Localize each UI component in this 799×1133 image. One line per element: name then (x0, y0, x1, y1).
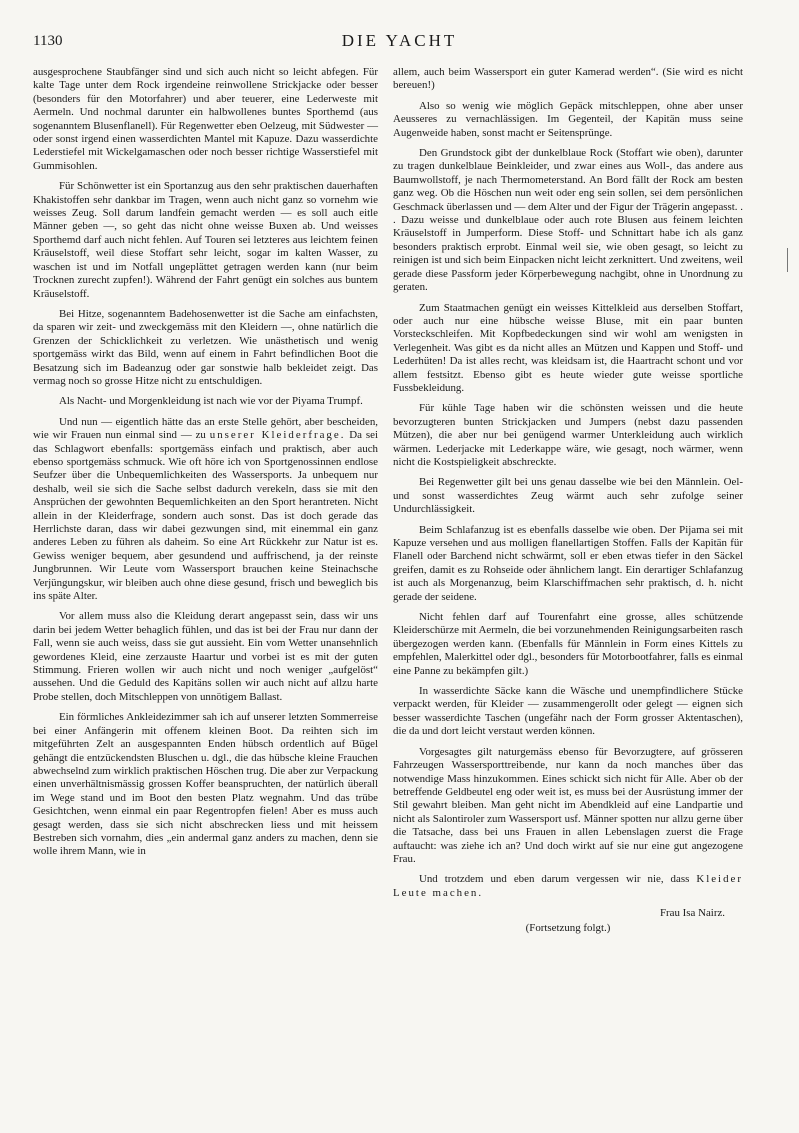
paragraph: ausgesprochene Staubfänger sind und sich auch nicht so leicht abfegen. Für kalte Tage unter dem Rock irgendeine reinwollene Strickjacke oder besser (besonders für den Motorfahrer) und aber teuerer, eine Lederweste mit Aermeln. Und nochmal darunter ein halbwollenes buntes Sporthemd (aus sogenanntem Blusenflanell). Für Regenwetter eben Oelzeug, mit Südwester — oder sonst irgend einen wasserdichten Mantel mit Kapuze. Dazu wasserdichte Lederstiefel mit Wickelgamaschen oder noch besser richtige Wasserstiefel mit Gummisohlen. (33, 66, 378, 172)
paragraph: allem, auch beim Wassersport ein guter Kamerad werden“. (Sie wird es nicht bereuen!) (393, 66, 743, 92)
left-column (33, 66, 378, 866)
paragraph: Als Nacht- und Morgenkleidung ist nach wie vor der Piyama Trumpf. (59, 395, 363, 408)
paragraph: Für kühle Tage haben wir die schönsten weissen und die heute bevorzugteren bunten Strickjacken und Jumpers (nebst dazu passenden Mützen), die aber nur bei genügend warmer Unterkleidung auch wirklich wärmen. Lederjacke mit Lederkappe wäre, wie gesagt, noch wärmer, wenn nicht die Kostspieligkeit abschreckte. (393, 402, 743, 468)
continuation-note: (Fortsetzung folgt.) (525, 921, 611, 934)
paragraph: Zum Staatmachen genügt ein weisses Kittelkleid aus derselben Stoffart, oder auch nur eine hübsche weisse Bluse, mit ein paar bunten Vorsteckschleifen. Mit Kopfbedeckungen sind wir wohl am wenigsten in Verlegenheit. Was gibt es da nicht alles an Mützen und Kappen und Stoff- und Lederhüten! Da ist alles recht, was kleidsam ist, die Haartracht schont und vor allem festsitzt. Ebenso gibt es heute wieder gute weisse sportliche Fussbekleidung. (393, 301, 743, 394)
author-signature: Frau Isa Nairz. (659, 907, 725, 920)
spaced-emphasis: Kleider Leute machen. (393, 873, 743, 899)
paragraph: Also so wenig wie möglich Gepäck mitschleppen, ohne aber unser Aeusseres zu vernachlässigen. Im Gegenteil, der Kapitän muss seine Augenweide haben, sonst macht er Seitensprünge. (393, 99, 743, 139)
paragraph: In wasserdichte Säcke kann die Wäsche und unempfindlichere Stücke verpackt werden, für Kleider — zusammengerollt oder gelegt — eignen sich besser wasserdichte Taschen (ungefähr nach der Form grosser Aktentaschen), die da und dort leicht verstaut werden können. (393, 685, 743, 738)
paragraph: Bei Regenwetter gilt bei uns genau dasselbe wie bei den Männlein. Oel- und sonst wasserdichtes Zeug wärmt auch sehr zufolge seiner Undurchlässigkeit. (393, 476, 743, 516)
right-column (393, 66, 743, 935)
paragraph (33, 416, 378, 604)
paragraph (393, 873, 743, 900)
paragraph-text: Und nun — eigentlich hätte das an erste Stelle gehört, aber bescheiden, wie wir Frauen nun einmal sind — zu (33, 415, 378, 442)
paragraph-text: Und trotzdem und eben darum vergessen wir nie, dass (419, 873, 690, 886)
paragraph: Ein förmliches Ankleidezimmer sah ich auf unserer letzten Sommerreise bei einer Anfängerin mit offenem kleinen Boot. Da reihten sich im mitgeführten Zelt an ausgespannten Enden hübsch ordentlich auf Bügel gehängt die entzückendsten Bluschen u. dgl., die das hübsche kleine Frauchen abwechselnd zum wirklich praktischen Höschen trug. Die aber zur Verpackung einen unverhältnismässig grossen Koffer beanspruchten, der natürlich überall im Wege stand und im Boot den besten Platz wegnahm. Und das trübe Gesichtchen, wenn einmal ein paar Regentropfen fielen! Aber es muss auch gesagt werden, dass sie sich nicht abschrecken liess und mit heissem Bestreben sich vornahm, dies „ein andermal ganz anders zu machen, denn sie wolle ihrem Mann, wie in (33, 711, 378, 858)
scan-margin-mark (787, 248, 794, 272)
paragraph: Vorgesagtes gilt naturgemäss ebenso für Bevorzugtere, auf grösseren Fahrzeugen Wassersporttreibende, nur kann da noch manches über das notwendige Mass hinzukommen. Eines schickt sich nicht für Alle. Aber ob der betreffende Geldbeutel eng oder weit ist, es muss bei der Ausrüstung immer der Stil gewahrt bleiben. Man geht nicht im Abendkleid auf eine Landpartie und nicht als Salontiroler zum Wassersport usf. Männer spotten nur allzu gerne über die Tatsache, dass bei uns Frauen in allen Lebenslagen zuerst die Frage auftaucht: was ziehe ich an? Und doch wirkt auf sie nur eine gut angezogene Frau. (393, 745, 743, 865)
paragraph-text: Da sei das Schlagwort ebenfalls: sportgemäss einfach und praktisch, aber auch ebenso sportgemäss schmuck. Wie oft höre ich von Sportgenossinnen endlose Seufzer über die Unbequemlichkeiten des Wassersports. Ja unbequem nur deshalb, weil sie sich die Sache selbst dadurch verekeln, dass sie mit den Ansprüchen der gewohnten Bequemlichkeiten an den Sport herantreten. Nicht allein in der Kleiderfrage, sondern auch sonst. Das ist doch gerade das Herrlichste daran, dass wir dabei gezwungen sind, mit einemmal ein ganz anderes Leben zu führen als daheim. So eine Art Rückkehr zur Natur ist es. Gewiss weniger bequem, aber gesundend und auffrischend, ja der reinste Jungbrunnen. Wir Leute vom Wassersport brauchen keine Steinachsche Verjüngungskur, wir bleiben auch ohne diese gesund, frisch und beweglich bis ins späte Alter. (33, 429, 378, 603)
paragraph: Beim Schlafanzug ist es ebenfalls dasselbe wie oben. Der Pijama sei mit Kapuze versehen und aus molligen flanellartigen Stoffen. Falls der Kapitän für Flanell oder Barchend nicht schwärmt, soll er eben etwas tiefer in den Säckel greifen, damit es zu Rohseide oder ähnlichem langt. Ein derartiger Schlafanzug ist auch als Morgenanzug, beim Klarschiffmachen sehr praktisch, d. h. nicht gerade der seidene. (393, 523, 743, 603)
running-head-title: DIE YACHT (341, 31, 458, 50)
paragraph: Den Grundstock gibt der dunkelblaue Rock (Stoffart wie oben), darunter zu tragen dunkelblaue Beinkleider, und zwar eines aus Woll-, das andere aus Baumwollstoff, je nach Thermometerstand. An Bord fällt der Rock am besten ganz weg. Ob die Höschen nun weit oder eng sein sollen, sei dem persönlichen Geschmack überlassen und — dem Alter und der Figur der Trägerin angepasst. . . Dazu weisse und dunkelblaue oder auch rote Blusen aus feinem leichten Kräuselstoff in Jumperform. Diese Stoff- und Schnittart habe ich als ganz besonders praktisch erprobt. Einmal weil sie, wie oben gesagt, so leicht zu reinigen ist und sich beim Einpacken nicht leicht zerknittert. Und zweitens, weil gerade diese Passform jeder Körperbewegung nachgibt, ohne in Unordnung zu geraten. (393, 147, 743, 294)
paragraph: Für Schönwetter ist ein Sportanzug aus den sehr praktischen dauerhaften Khakistoffen sehr dankbar im Tragen, wenn auch nicht ganz so vornehm wie weisses Zeug. Soll darum landfein gemacht werden — es soll auch eitle Männer geben —, so geht das nicht ohne weisse Buxen ab. Und weisses Sporthemd darf auch nicht fehlen. Auf Touren sei letzteres aus leichtem feinen Kräuselstoff, weil diese Stoffart sehr leicht, sogar im kalten Wasser, zu waschen ist und im Notfall ungeplättet getragen werden kann (nur beim Trocknen zurecht zupfen!). Während der Fahrt genügt ein solches aus buntem Kräuselstoff. (33, 180, 378, 300)
paragraph: Nicht fehlen darf auf Tourenfahrt eine grosse, alles schützende Kleiderschürze mit Aermeln, die bei vorzunehmenden Reinigungsarbeiten rasch übergezogen werden kann. (Ebenfalls für Männlein in Form eines Kittels zu empfehlen, Malerkittel oder dgl., besonders für Motorbootfahrer, falls es einmal eine Panne zu bekämpfen gilt.) (393, 611, 743, 677)
page-number: 1130 (33, 33, 63, 49)
paragraph: Vor allem muss also die Kleidung derart angepasst sein, dass wir uns darin bei jedem Wetter behaglich fühlen, und das ist bei der Frau nur dann der Fall, wenn sie auch weiss, dass sie gut aussieht. Ein vom Wetter unansehnlich gewordenes Kleid, eine zerzauste Haartur und vorbei ist es mit der guten Stimmung. Frieren wollen wir auch nicht und noch weniger „aufgelöst“ aussehen. Und die Geduld des Kapitäns sollen wir auch nicht auf allzu harte Probe stellen, doch Mitschleppen von unnötigem Ballast. (33, 610, 378, 703)
paragraph: Bei Hitze, sogenanntem Badehosenwetter ist die Sache am einfachsten, da sparen wir zeit- und zweckgemäss mit den Kleidern —, ohne natürlich die Grenzen der Schicklichkeit zu verletzen. Wie unästhetisch und wenig sportgemäss wirkt das Bild, wenn auf einem in Fahrt befindlichen Boot die Besatzung sich im Badeanzug oder gar sonstwie halb bekleidet zeigt. Das vermag noch so grosse Hitze nicht zu entschuldigen. (33, 307, 378, 387)
spaced-emphasis: unserer Kleiderfrage. (209, 429, 346, 442)
